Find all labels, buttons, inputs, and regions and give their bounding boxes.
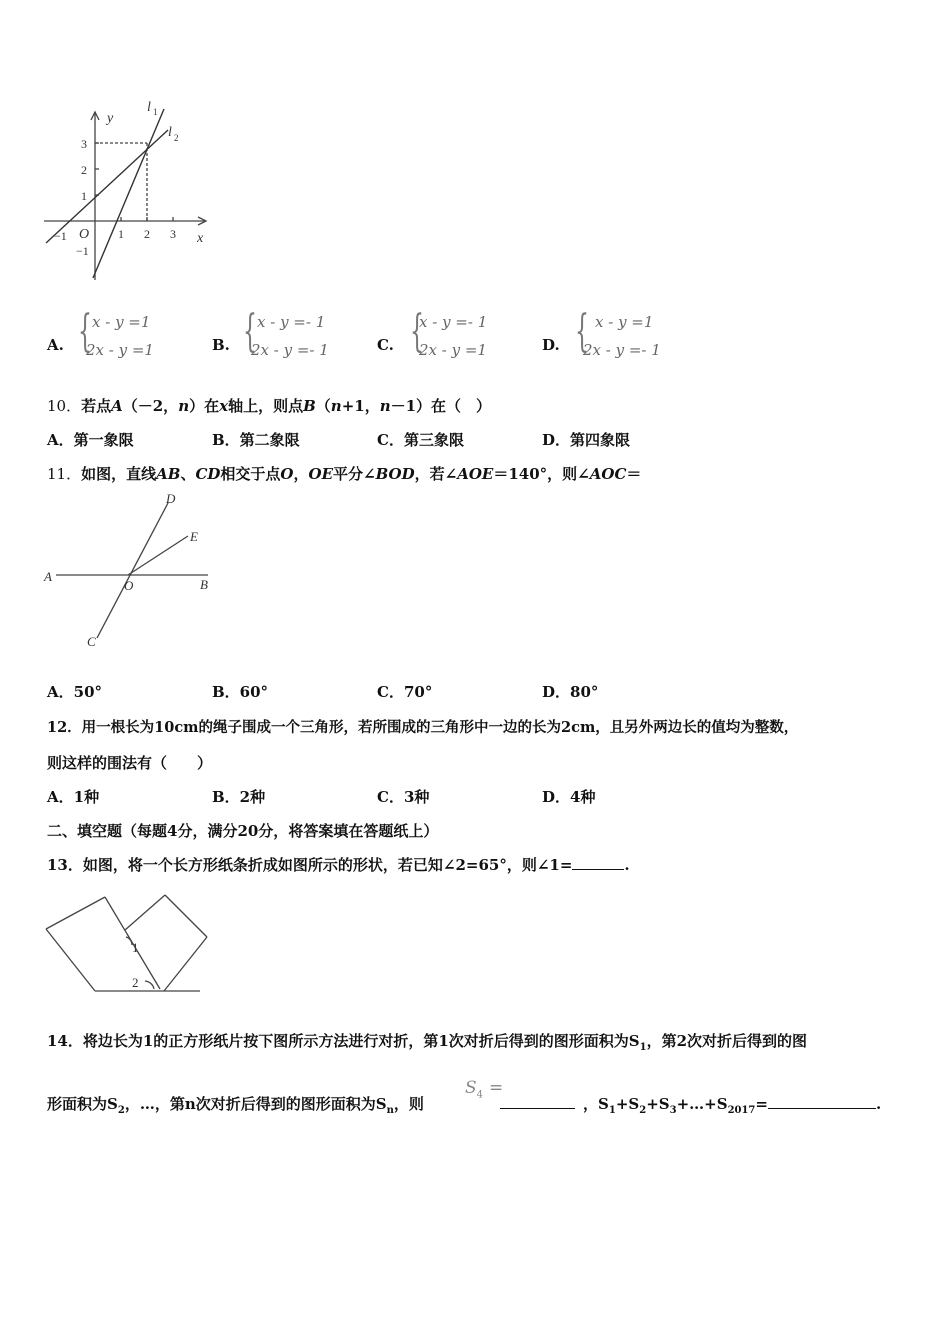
q12-option-b[interactable]: B．2种 [212, 788, 266, 806]
q13-answer-blank[interactable] [572, 855, 624, 870]
q10-option-b[interactable]: B．第二象限 [212, 431, 300, 449]
q11-option-d[interactable]: D．80° [542, 683, 599, 701]
q14-question-line1: 14．将边长为1的正方形纸片按下图所示方法进行对折，第1次对折后得到的图形面积为$S_1$，第2次对折后得到的图 [47, 1032, 808, 1053]
label-b: B [200, 577, 208, 592]
q10-option-c[interactable]: C．第三象限 [377, 431, 464, 449]
s4-expression: $S_4$ = [465, 1078, 504, 1101]
q10-option-d[interactable]: D．第四象限 [542, 431, 631, 449]
x-tick: 2 [144, 227, 150, 241]
q9-option-c-label[interactable]: C. [377, 336, 394, 354]
q12-question-line2: 则这样的围法有（ ） [47, 754, 213, 772]
y-tick: 1 [81, 189, 87, 203]
q12-option-a[interactable]: A．1种 [47, 788, 100, 806]
y-axis-label: y [107, 111, 114, 126]
y-tick: −1 [76, 244, 89, 258]
q10-question: 10．若点A（－2，n）在x轴上，则点B（n+1，n－1）在（ ） [47, 397, 492, 415]
l2-label: l [168, 125, 172, 140]
q9-option-a-label[interactable]: A. [47, 336, 64, 354]
sum-answer-blank[interactable] [768, 1094, 876, 1109]
y-tick: 2 [81, 163, 87, 177]
svg-text:2: 2 [174, 133, 179, 143]
label-o: O [124, 578, 134, 593]
q12-option-c[interactable]: C．3种 [377, 788, 430, 806]
q13-question: 13．如图，将一个长方形纸条折成如图所示的形状，若已知∠2=65°，则∠1= . [47, 856, 630, 874]
angle-2-label: 2 [132, 975, 139, 990]
x-tick: −1 [54, 229, 67, 243]
origin-label: O [79, 227, 90, 242]
angle-1-label: 1 [132, 940, 139, 955]
q9-option-d-label[interactable]: D. [542, 336, 560, 354]
x-tick: 1 [118, 227, 124, 241]
label-d: D [166, 491, 176, 506]
q12-question-line1: 12．用一根长为10cm的绳子围成一个三角形，若所围成的三角形中一边的长为2cm，且另外两边长的值均为整数， [47, 719, 799, 736]
q13-figure [40, 885, 215, 995]
sum-expression: ，$S_1+S_2+S_3+\dots+S_{2017}=$ . [583, 1095, 882, 1116]
y-tick: 3 [81, 137, 87, 151]
q11-option-c[interactable]: C．70° [377, 683, 433, 701]
x-axis-label: x [197, 231, 204, 246]
l1-label: l [147, 100, 151, 115]
x-tick: 3 [170, 227, 176, 241]
label-e: E [190, 529, 198, 544]
line-l1 [93, 109, 164, 278]
q12-option-d[interactable]: D．4种 [542, 788, 596, 806]
q9-option-b-label[interactable]: B. [212, 336, 230, 354]
q11-question: 11．如图，直线AB、CD相交于点O，OE平分∠BOD，若∠AOE＝140°，则∠AOC＝ [47, 465, 642, 483]
s4-answer-blank[interactable] [500, 1094, 575, 1109]
label-c: C [87, 634, 96, 649]
svg-text:1: 1 [153, 107, 158, 117]
section2-heading: 二、填空题（每题4分，满分20分，将答案填在答题纸上） [47, 822, 439, 840]
q14-question-line2: 形面积为$S_2$，…，第n次对折后得到的图形面积为$S_n$，则 [47, 1095, 424, 1116]
label-a: A [44, 569, 52, 584]
q11-option-a[interactable]: A．50° [47, 683, 103, 701]
q10-option-a[interactable]: A．第一象限 [47, 431, 134, 449]
q9-graph [40, 98, 220, 288]
q11-option-b[interactable]: B．60° [212, 683, 269, 701]
q11-figure [40, 490, 220, 652]
